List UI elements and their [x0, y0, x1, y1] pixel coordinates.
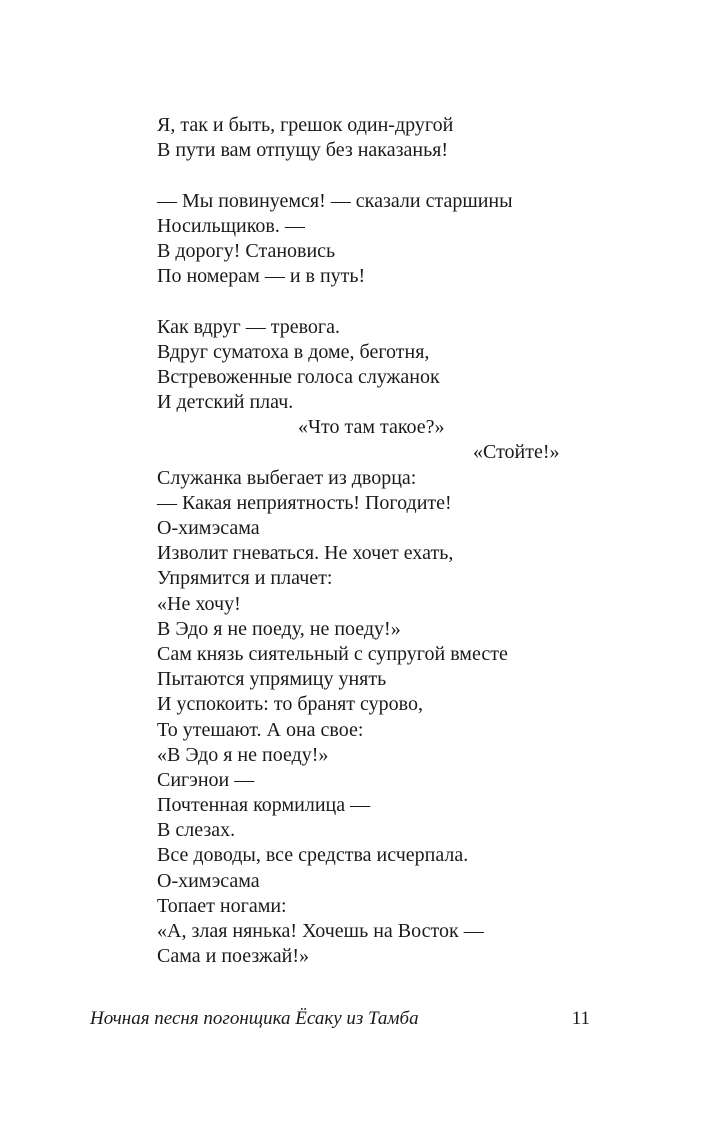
poem-line: Встревоженные голоса служанок — [157, 365, 440, 388]
poem-line: Сама и поезжай!» — [157, 945, 309, 968]
poem-line: Служанка выбегает из дворца: — [157, 466, 417, 489]
poem-line: О-химэсама — [157, 517, 260, 539]
running-title: Ночная песня погонщика Ёсаку из Тамба — [90, 1008, 419, 1029]
poem-line: «Не хочу! — [157, 592, 241, 615]
poem-line: О-химэсама — [157, 869, 260, 892]
poem-line: Упрямится и плачет: — [157, 567, 333, 590]
poem-line: Как вдруг — тревога. — [157, 315, 340, 338]
poem-line: В Эдо я не поеду, не поеду!» — [157, 617, 401, 640]
poem-line: Сам князь сиятельный с супругой вместе — [157, 642, 508, 665]
poem-line: — Какая неприятность! Погодите! — [157, 491, 452, 514]
poem-line: Носильщиков. — — [157, 214, 305, 237]
poem-line-indented: «Стойте!» — [473, 441, 560, 464]
poem-line: Все доводы, все средства исчерпала. — [157, 844, 469, 867]
stanza-break — [157, 289, 617, 314]
poem-line: По номерам — и в путь! — [157, 265, 366, 288]
poem-line: Пытаются упрямицу унять — [157, 668, 387, 691]
stanza-break — [157, 163, 617, 188]
poem-line: Топает ногами: — [157, 894, 287, 917]
poem-line: Вдруг суматоха в доме, беготня, — [157, 340, 430, 363]
poem-line: Сигэнои — — [157, 768, 255, 791]
poem-line: — Мы повинуемся! — сказали старшины — [157, 189, 513, 212]
poem-line: В слезах. — [157, 819, 236, 842]
page-number: 11 — [571, 1008, 590, 1029]
poem-line: «В Эдо я не поеду!» — [157, 743, 329, 766]
poem-line: В пути вам отпущу без наказанья! — [157, 139, 449, 162]
poem-line: Изволит гневаться. Не хочет ехать, — [157, 542, 454, 565]
poem-line: В дорогу! Становись — [157, 239, 336, 262]
poem-line: То утешают. А она свое: — [157, 718, 364, 741]
poem-line-indented: «Что там такое?» — [298, 416, 445, 439]
poem-line: И детский плач. — [157, 391, 294, 414]
poem-line: «А, злая нянька! Хочешь на Восток — — [157, 920, 484, 942]
poem-line: И успокоить: то бранят сурово, — [157, 693, 423, 716]
poem-line: Я, так и быть, грешок один-другой — [157, 114, 454, 136]
poem-line: Почтенная кормилица — — [157, 794, 371, 817]
poem-body — [157, 113, 617, 969]
